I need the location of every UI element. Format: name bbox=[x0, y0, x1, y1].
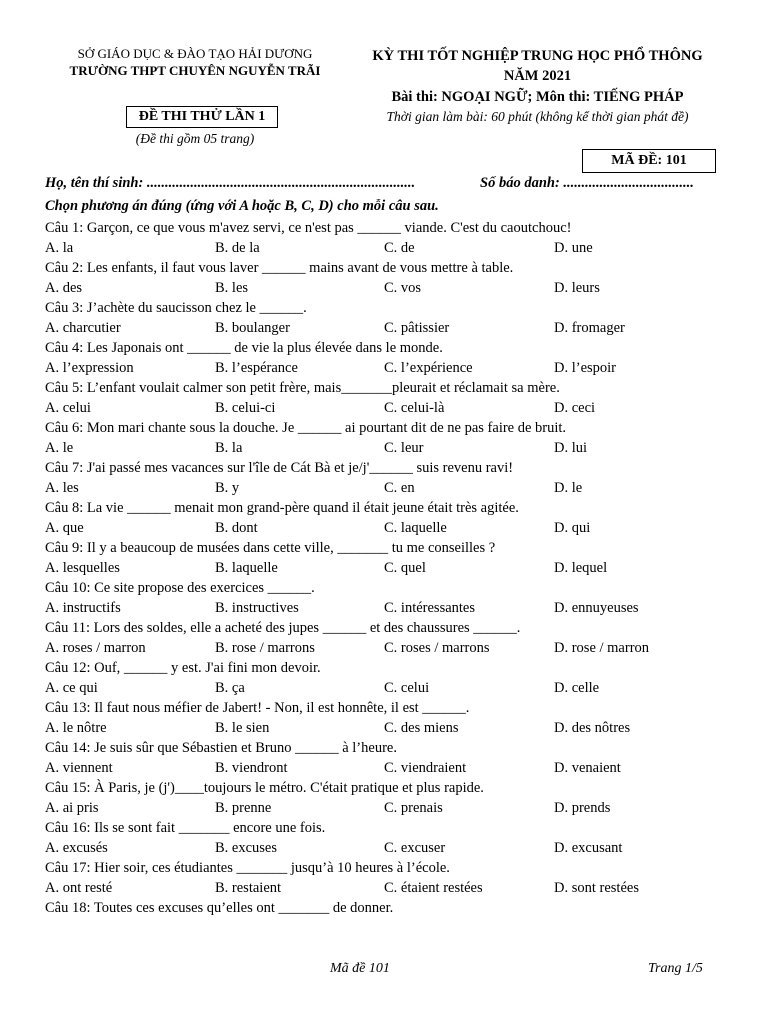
answer-options bbox=[45, 398, 735, 419]
question-text: Câu 3: J’achète du saucisson chez le ______. bbox=[45, 300, 307, 316]
question-item bbox=[45, 579, 735, 619]
answer-option-d: D. qui bbox=[554, 520, 591, 536]
footer-exam-code: Mã đề 101 bbox=[330, 961, 390, 976]
question-text: Câu 13: Il faut nous méfier de Jabert! - Non, il est honnête, il est ______. bbox=[45, 700, 470, 716]
answer-option-c: C. en bbox=[384, 480, 415, 496]
instruction: Chọn phương án đúng (ứng với A hoặc B, C, D) cho mỗi câu sau. bbox=[45, 198, 439, 214]
answer-option-c: C. intéressantes bbox=[384, 600, 476, 616]
answer-option-b: B. celui-ci bbox=[215, 400, 276, 416]
answer-option-a: A. celui bbox=[45, 400, 91, 416]
question-text: Câu 11: Lors des soldes, elle a acheté des jupes ______ et des chaussures ______. bbox=[45, 620, 521, 636]
answer-option-a: A. l’expression bbox=[45, 360, 134, 376]
answer-option-c: C. laquelle bbox=[384, 520, 447, 536]
header-left bbox=[45, 45, 345, 79]
answer-options bbox=[45, 278, 735, 299]
answer-option-a: A. des bbox=[45, 280, 83, 296]
answer-option-b: B. ça bbox=[215, 680, 245, 696]
answer-option-a: A. charcutier bbox=[45, 320, 121, 336]
answer-options bbox=[45, 598, 735, 619]
answer-option-b: B. le sien bbox=[215, 720, 270, 736]
question-item bbox=[45, 379, 735, 419]
question-text: Câu 17: Hier soir, ces étudiantes _______ jusqu’à 10 heures à l’école. bbox=[45, 860, 450, 876]
answer-option-b: B. laquelle bbox=[215, 560, 278, 576]
answer-option-a: A. lesquelles bbox=[45, 560, 120, 576]
answer-option-d: D. lequel bbox=[554, 560, 608, 576]
answer-option-d: D. rose / marron bbox=[554, 640, 650, 656]
question-text: Câu 16: Ils se sont fait _______ encore une fois. bbox=[45, 820, 326, 836]
question-text: Câu 15: À Paris, je (j')____toujours le métro. C'était pratique et plus rapide. bbox=[45, 780, 484, 796]
answer-option-a: A. le bbox=[45, 440, 74, 456]
answer-options bbox=[45, 838, 735, 859]
answer-options bbox=[45, 358, 735, 379]
answer-options bbox=[45, 238, 735, 259]
answer-option-a: A. excusés bbox=[45, 840, 108, 856]
question-text: Câu 6: Mon mari chante sous la douche. Je ______ ai pourtant dit de ne pas faire de bruit. bbox=[45, 420, 567, 436]
answer-option-b: B. rose / marrons bbox=[215, 640, 315, 656]
answer-option-b: B. l’espérance bbox=[215, 360, 298, 376]
answer-option-a: A. les bbox=[45, 480, 79, 496]
answer-option-c: C. prenais bbox=[384, 800, 443, 816]
answer-option-b: B. dont bbox=[215, 520, 258, 536]
answer-options bbox=[45, 798, 735, 819]
answer-option-d: D. ennuyeuses bbox=[554, 600, 639, 616]
answer-option-b: B. excuses bbox=[215, 840, 278, 856]
question-item bbox=[45, 859, 735, 899]
answer-option-c: C. leur bbox=[384, 440, 424, 456]
time-note: Thời gian làm bài: 60 phút (không kể thời gian phát đề) bbox=[386, 109, 689, 124]
candidate-line bbox=[45, 175, 725, 192]
answer-options bbox=[45, 438, 735, 459]
answer-options bbox=[45, 518, 735, 539]
exam-code-box: MÃ ĐỀ: 101 bbox=[582, 149, 716, 173]
answer-option-a: A. le nôtre bbox=[45, 720, 107, 736]
answer-options bbox=[45, 718, 735, 739]
question-item bbox=[45, 219, 735, 259]
answer-option-b: B. la bbox=[215, 440, 243, 456]
answer-option-b: B. instructives bbox=[215, 600, 299, 616]
answer-option-c: C. l’expérience bbox=[384, 360, 473, 376]
answer-option-d: D. leurs bbox=[554, 280, 600, 296]
answer-option-c: C. quel bbox=[384, 560, 426, 576]
question-text: Câu 7: J'ai passé mes vacances sur l'île de Cát Bà et je/j'______ suis revenu ravi! bbox=[45, 460, 514, 476]
answer-option-a: A. ai pris bbox=[45, 800, 99, 816]
school-name: TRƯỜNG THPT CHUYÊN NGUYỄN TRÃI bbox=[69, 63, 321, 78]
answer-option-d: D. venaient bbox=[554, 760, 621, 776]
answer-option-a: A. la bbox=[45, 240, 74, 256]
answer-option-c: C. pâtissier bbox=[384, 320, 450, 336]
answer-option-b: B. y bbox=[215, 480, 240, 496]
answer-option-a: A. viennent bbox=[45, 760, 113, 776]
answer-option-a: A. instructifs bbox=[45, 600, 121, 616]
answer-option-c: C. des miens bbox=[384, 720, 459, 736]
question-item bbox=[45, 339, 735, 379]
answer-option-d: D. excusant bbox=[554, 840, 623, 856]
question-item bbox=[45, 699, 735, 739]
question-item bbox=[45, 459, 735, 499]
question-item bbox=[45, 619, 735, 659]
question-list bbox=[45, 219, 735, 918]
answer-option-d: D. sont restées bbox=[554, 880, 639, 896]
exam-title: KỲ THI TỐT NGHIỆP TRUNG HỌC PHỔ THÔNG bbox=[372, 48, 703, 64]
trial-label-box: ĐỀ THI THỬ LẦN 1 bbox=[126, 106, 278, 128]
answer-option-c: C. celui bbox=[384, 680, 430, 696]
answer-option-b: B. boulanger bbox=[215, 320, 290, 336]
answer-option-b: B. restaient bbox=[215, 880, 282, 896]
answer-option-b: B. viendront bbox=[215, 760, 288, 776]
candidate-number-field: Số báo danh: .................................... bbox=[480, 175, 694, 191]
answer-option-b: B. prenne bbox=[215, 800, 272, 816]
answer-option-a: A. ont resté bbox=[45, 880, 113, 896]
answer-option-d: D. celle bbox=[554, 680, 600, 696]
candidate-name-field: Họ, tên thí sinh: .......................................................................... bbox=[45, 175, 416, 191]
answer-option-d: D. lui bbox=[554, 440, 588, 456]
answer-option-b: B. de la bbox=[215, 240, 260, 256]
answer-option-d: D. fromager bbox=[554, 320, 625, 336]
question-text: Câu 5: L’enfant voulait calmer son petit frère, mais_______pleurait et réclamait sa mère. bbox=[45, 380, 560, 396]
department-name: SỞ GIÁO DỤC & ĐÀO TẠO HẢI DƯƠNG bbox=[77, 46, 313, 61]
answer-option-a: A. roses / marron bbox=[45, 640, 146, 656]
answer-option-d: D. prends bbox=[554, 800, 611, 816]
answer-options bbox=[45, 478, 735, 499]
pages-note: (Đề thi gồm 05 trang) bbox=[135, 131, 255, 146]
answer-options bbox=[45, 878, 735, 899]
answer-option-b: B. les bbox=[215, 280, 249, 296]
question-item bbox=[45, 299, 735, 339]
question-text: Câu 10: Ce site propose des exercices ______. bbox=[45, 580, 315, 596]
question-item bbox=[45, 539, 735, 579]
question-text: Câu 2: Les enfants, il faut vous laver ______ mains avant de vous mettre à table. bbox=[45, 260, 514, 276]
answer-options bbox=[45, 758, 735, 779]
answer-option-c: C. viendraient bbox=[384, 760, 467, 776]
answer-option-c: C. celui-là bbox=[384, 400, 445, 416]
question-item bbox=[45, 779, 735, 819]
footer-page-number: Trang 1/5 bbox=[648, 961, 703, 976]
question-item bbox=[45, 659, 735, 699]
answer-options bbox=[45, 558, 735, 579]
question-item bbox=[45, 499, 735, 539]
question-text: Câu 1: Garçon, ce que vous m'avez servi, ce n'est pas ______ viande. C'est du caoutchouc! bbox=[45, 220, 572, 236]
answer-option-d: D. une bbox=[554, 240, 593, 256]
exam-year: NĂM 2021 bbox=[503, 68, 572, 84]
answer-option-c: C. de bbox=[384, 240, 415, 256]
answer-option-d: D. ceci bbox=[554, 400, 596, 416]
exam-subject: Bài thi: NGOẠI NGỮ; Môn thi: TIẾNG PHÁP bbox=[391, 89, 684, 105]
question-text: Câu 8: La vie ______ menait mon grand-père quand il était jeune était très agitée. bbox=[45, 500, 519, 516]
question-item bbox=[45, 419, 735, 459]
question-item bbox=[45, 899, 735, 918]
question-item bbox=[45, 739, 735, 779]
answer-options bbox=[45, 638, 735, 659]
question-text: Câu 4: Les Japonais ont ______ de vie la plus élevée dans le monde. bbox=[45, 340, 443, 356]
answer-option-c: C. étaient restées bbox=[384, 880, 483, 896]
question-text: Câu 9: Il y a beaucoup de musées dans cette ville, _______ tu me conseilles ? bbox=[45, 540, 496, 556]
answer-option-c: C. vos bbox=[384, 280, 422, 296]
question-item bbox=[45, 819, 735, 859]
header-right bbox=[350, 46, 725, 127]
answer-option-a: A. que bbox=[45, 520, 84, 536]
question-text: Câu 14: Je suis sûr que Sébastien et Bruno ______ à l’heure. bbox=[45, 740, 397, 756]
answer-option-c: C. excuser bbox=[384, 840, 446, 856]
answer-option-a: A. ce qui bbox=[45, 680, 98, 696]
answer-option-d: D. le bbox=[554, 480, 583, 496]
answer-option-c: C. roses / marrons bbox=[384, 640, 490, 656]
answer-option-d: D. des nôtres bbox=[554, 720, 631, 736]
question-text: Câu 12: Ouf, ______ y est. J'ai fini mon devoir. bbox=[45, 660, 321, 676]
answer-options bbox=[45, 678, 735, 699]
question-text: Câu 18: Toutes ces excuses qu’elles ont _______ de donner. bbox=[45, 900, 394, 916]
question-item bbox=[45, 259, 735, 299]
answer-options bbox=[45, 318, 735, 339]
answer-option-d: D. l’espoir bbox=[554, 360, 617, 376]
